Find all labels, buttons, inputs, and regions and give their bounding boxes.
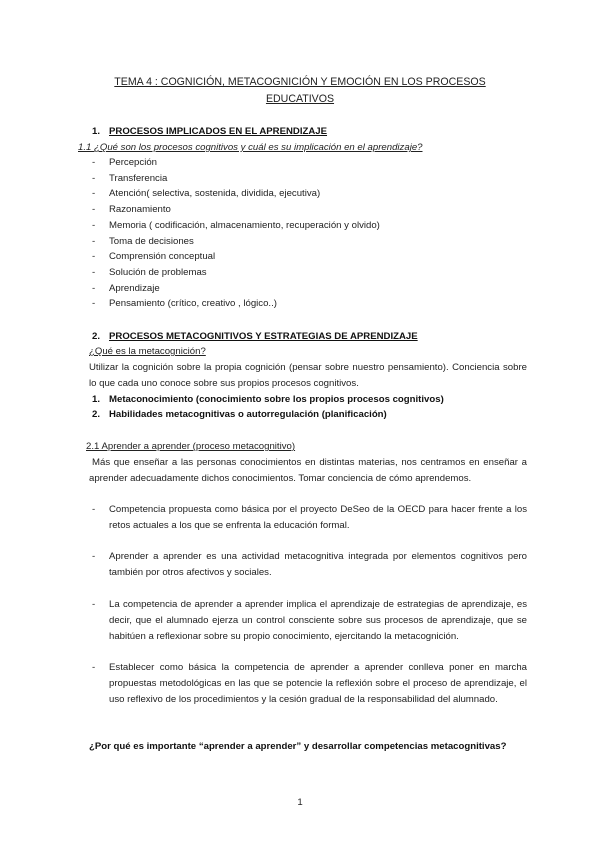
list-dash: -	[92, 172, 96, 184]
closing-question: ¿Por qué es importante “aprender a aprender” y desarrollar competencias metacognitivas?	[89, 741, 507, 752]
list-dash: -	[92, 219, 96, 231]
section-1-number: 1.	[92, 126, 101, 137]
bullet-item: Establecer como básica la competencia de aprender a aprender conlleva poner en marcha propuestas metodológicas en las que se potencie la reflexión sobre el proceso de aprendizaje, el uso reflexivo de los procedimientos y la cesión gradual de la responsabilidad del alumnado.	[109, 662, 527, 705]
numbered-1-num: 1.	[92, 394, 101, 405]
metacognition-question: ¿Qué es la metacognición?	[89, 346, 206, 357]
metacognition-definition: Utilizar la cognición sobre la propia cognición (pensar sobre nuestro pensamiento). Conciencia sobre lo que cada uno conoce sobre sus propios procesos cognitivos.	[89, 362, 527, 389]
list-dash: -	[92, 298, 96, 310]
list-item: Solución de problemas	[109, 266, 207, 278]
section-2-heading: PROCESOS METACOGNITIVOS Y ESTRATEGIAS DE APRENDIZAJE	[109, 331, 418, 342]
bullet-dash: -	[92, 662, 96, 673]
list-item: Memoria ( codificación, almacenamiento, recuperación y olvido)	[109, 219, 380, 231]
list-item: Comprensión conceptual	[109, 251, 216, 263]
list-item: Aprendizaje	[109, 282, 160, 294]
list-dash: -	[92, 282, 96, 294]
bullet-dash: -	[92, 599, 96, 610]
list-dash: -	[92, 266, 96, 278]
bullet-item: Competencia propuesta como básica por el proyecto DeSeo de la OECD para hacer frente a los retos actuales a los que se enfrenta la educación formal.	[109, 504, 527, 531]
title-line-2: EDUCATIVOS	[265, 93, 335, 105]
bullet-dash: -	[92, 551, 96, 562]
section-1-heading: PROCESOS IMPLICADOS EN EL APRENDIZAJE	[109, 126, 328, 137]
list-item: Atención( selectiva, sostenida, dividida, ejecutiva)	[109, 188, 321, 200]
list-item: Toma de decisiones	[109, 235, 194, 247]
page-number: 1	[297, 797, 303, 808]
bullet-dash: -	[92, 504, 96, 515]
list-item: Percepción	[109, 157, 157, 168]
bullet-item: Aprender a aprender es una actividad metacognitiva integrada por elementos cognitivos pero también por otros afectivos y sociales.	[109, 551, 527, 578]
title-line-1: TEMA 4 : COGNICIÓN, METACOGNICIÓN Y EMOCIÓN EN LOS PROCESOS	[114, 76, 486, 88]
list-dash: -	[92, 188, 96, 200]
list-dash: -	[92, 235, 96, 247]
section-1-1-heading: 1.1 ¿Qué son los procesos cognitivos y cuál es su implicación en el aprendizaje?	[78, 142, 423, 153]
section-2-1-heading: 2.1 Aprender a aprender (proceso metacognitivo)	[86, 441, 296, 452]
list-dash: -	[92, 157, 96, 168]
list-item: Transferencia	[109, 172, 168, 184]
list-dash: -	[92, 204, 96, 216]
list-item: Razonamiento	[109, 204, 171, 216]
numbered-1-text: Metaconocimiento (conocimiento sobre los propios procesos cognitivos)	[109, 394, 444, 405]
numbered-2-num: 2.	[92, 409, 101, 420]
section-2-number: 2.	[92, 331, 101, 342]
numbered-2-text: Habilidades metacognitivas o autorregulación (planificación)	[109, 409, 387, 420]
section-2-1-paragraph: Más que enseñar a las personas conocimientos en distintas materias, nos centramos en enseñar a aprender adecuadamente dichos conocimientos. Tomar conciencia de cómo aprendemos.	[89, 457, 527, 484]
list-dash: -	[92, 251, 96, 263]
list-item: Pensamiento (crítico, creativo , lógico..)	[109, 298, 277, 310]
bullet-item: La competencia de aprender a aprender implica el aprendizaje de estrategias de aprendizaje, es decir, que el alumnado ejerza un control consciente sobre sus procesos de aprendizaje, que se habitúen a reflexionar sobre su propio conocimiento, ejercitando la metacognición.	[109, 599, 527, 642]
